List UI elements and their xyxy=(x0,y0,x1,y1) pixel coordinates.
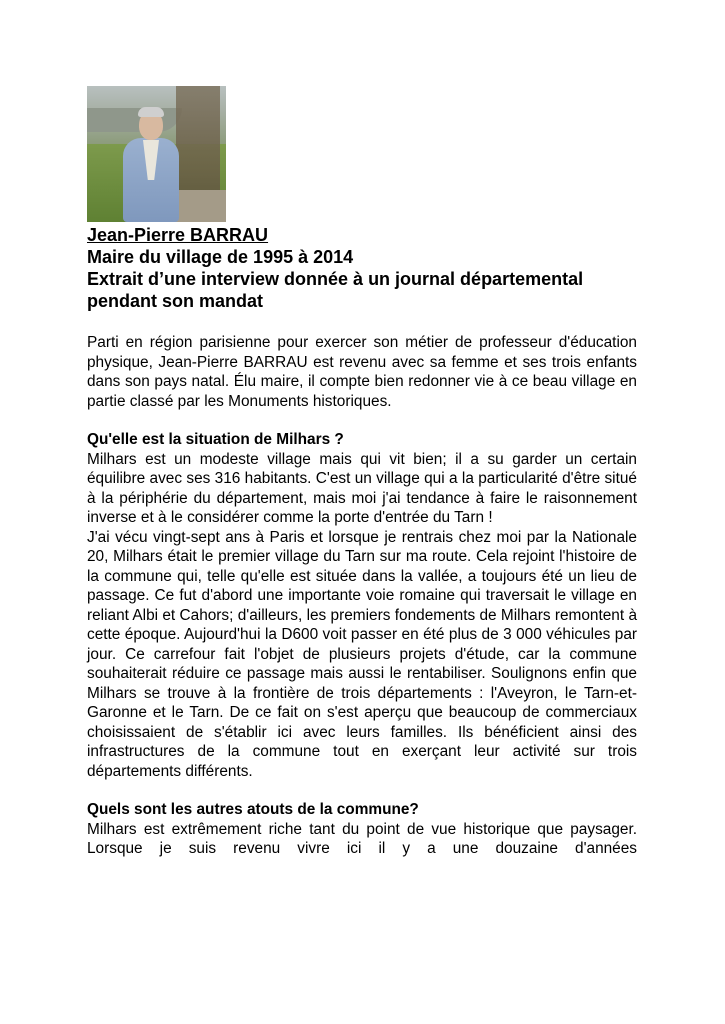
answer-paragraph: Milhars est un modeste village mais qui vit bien; il a su garder un certain équilibre avec ses 316 habitants. C'est un village qui a la particularité d'être situé à la périphérie du département, mais moi j'ai tendance à faire le raisonnement inverse et à le considérer comme la porte d'entrée du Tarn ! xyxy=(87,450,637,526)
document-page xyxy=(87,86,637,859)
photo-person-hair xyxy=(138,107,164,117)
intro-paragraph: Parti en région parisienne pour exercer son métier de professeur d'éducation physique, Jean-Pierre BARRAU est revenu avec sa femme et ses trois enfants dans son pays natal. Élu maire, il compte bien redonner vie à ce beau village en partie classé par les Monuments historiques. xyxy=(87,334,637,410)
answer-paragraph: J'ai vécu vingt-sept ans à Paris et lorsque je rentrais chez moi par la Nationale 20, Milhars était le premier village du Tarn sur ma route. Cela rejoint l'histoire de la commune qui, telle qu'elle est située dans la vallée, a toujours été un lieu de passage. Ce fut d'abord une importante voie romaine qui traversait le village en reliant Albi et Cahors; d'ailleurs, les premiers fondements de Milhars remontent à cette époque. Aujourd'hui la D600 voit passer en été plus de 3 000 véhicules par jour. Ce carrefour fait l'objet de plusieurs projets d'étude, car la commune souhaiterait réduire ce passage mais aussi le rentabiliser. Soulignons enfin que Milhars se trouve à la frontière de trois départements : l'Aveyron, le Tarn-et-Garonne et le Tarn. De ce fait on s'est aperçu que beaucoup de commerciaux choisissaient de s'établir ici avec leurs familles. Ils bénéficient ainsi des infrastructures de la commune tout en exerçant leur activité sur trois départements différents. xyxy=(87,528,637,780)
question-heading: Quels sont les autres atouts de la commune? xyxy=(87,801,419,818)
portrait-photo xyxy=(87,86,226,222)
person-role: Maire du village de 1995 à 2014 xyxy=(87,247,354,267)
person-name: Jean-Pierre BARRAU xyxy=(87,225,269,245)
question-heading: Qu'elle est la situation de Milhars ? xyxy=(87,431,344,448)
article-subtitle: Extrait d’une interview donnée à un journal départemental pendant son mandat xyxy=(87,269,584,311)
photo-wall xyxy=(172,190,226,222)
photo-hill xyxy=(87,108,182,132)
answer-paragraph: Milhars est extrêmement riche tant du point de vue historique que paysager. Lorsque je suis revenu vivre ici il y a une douzaine d'années xyxy=(87,820,637,857)
